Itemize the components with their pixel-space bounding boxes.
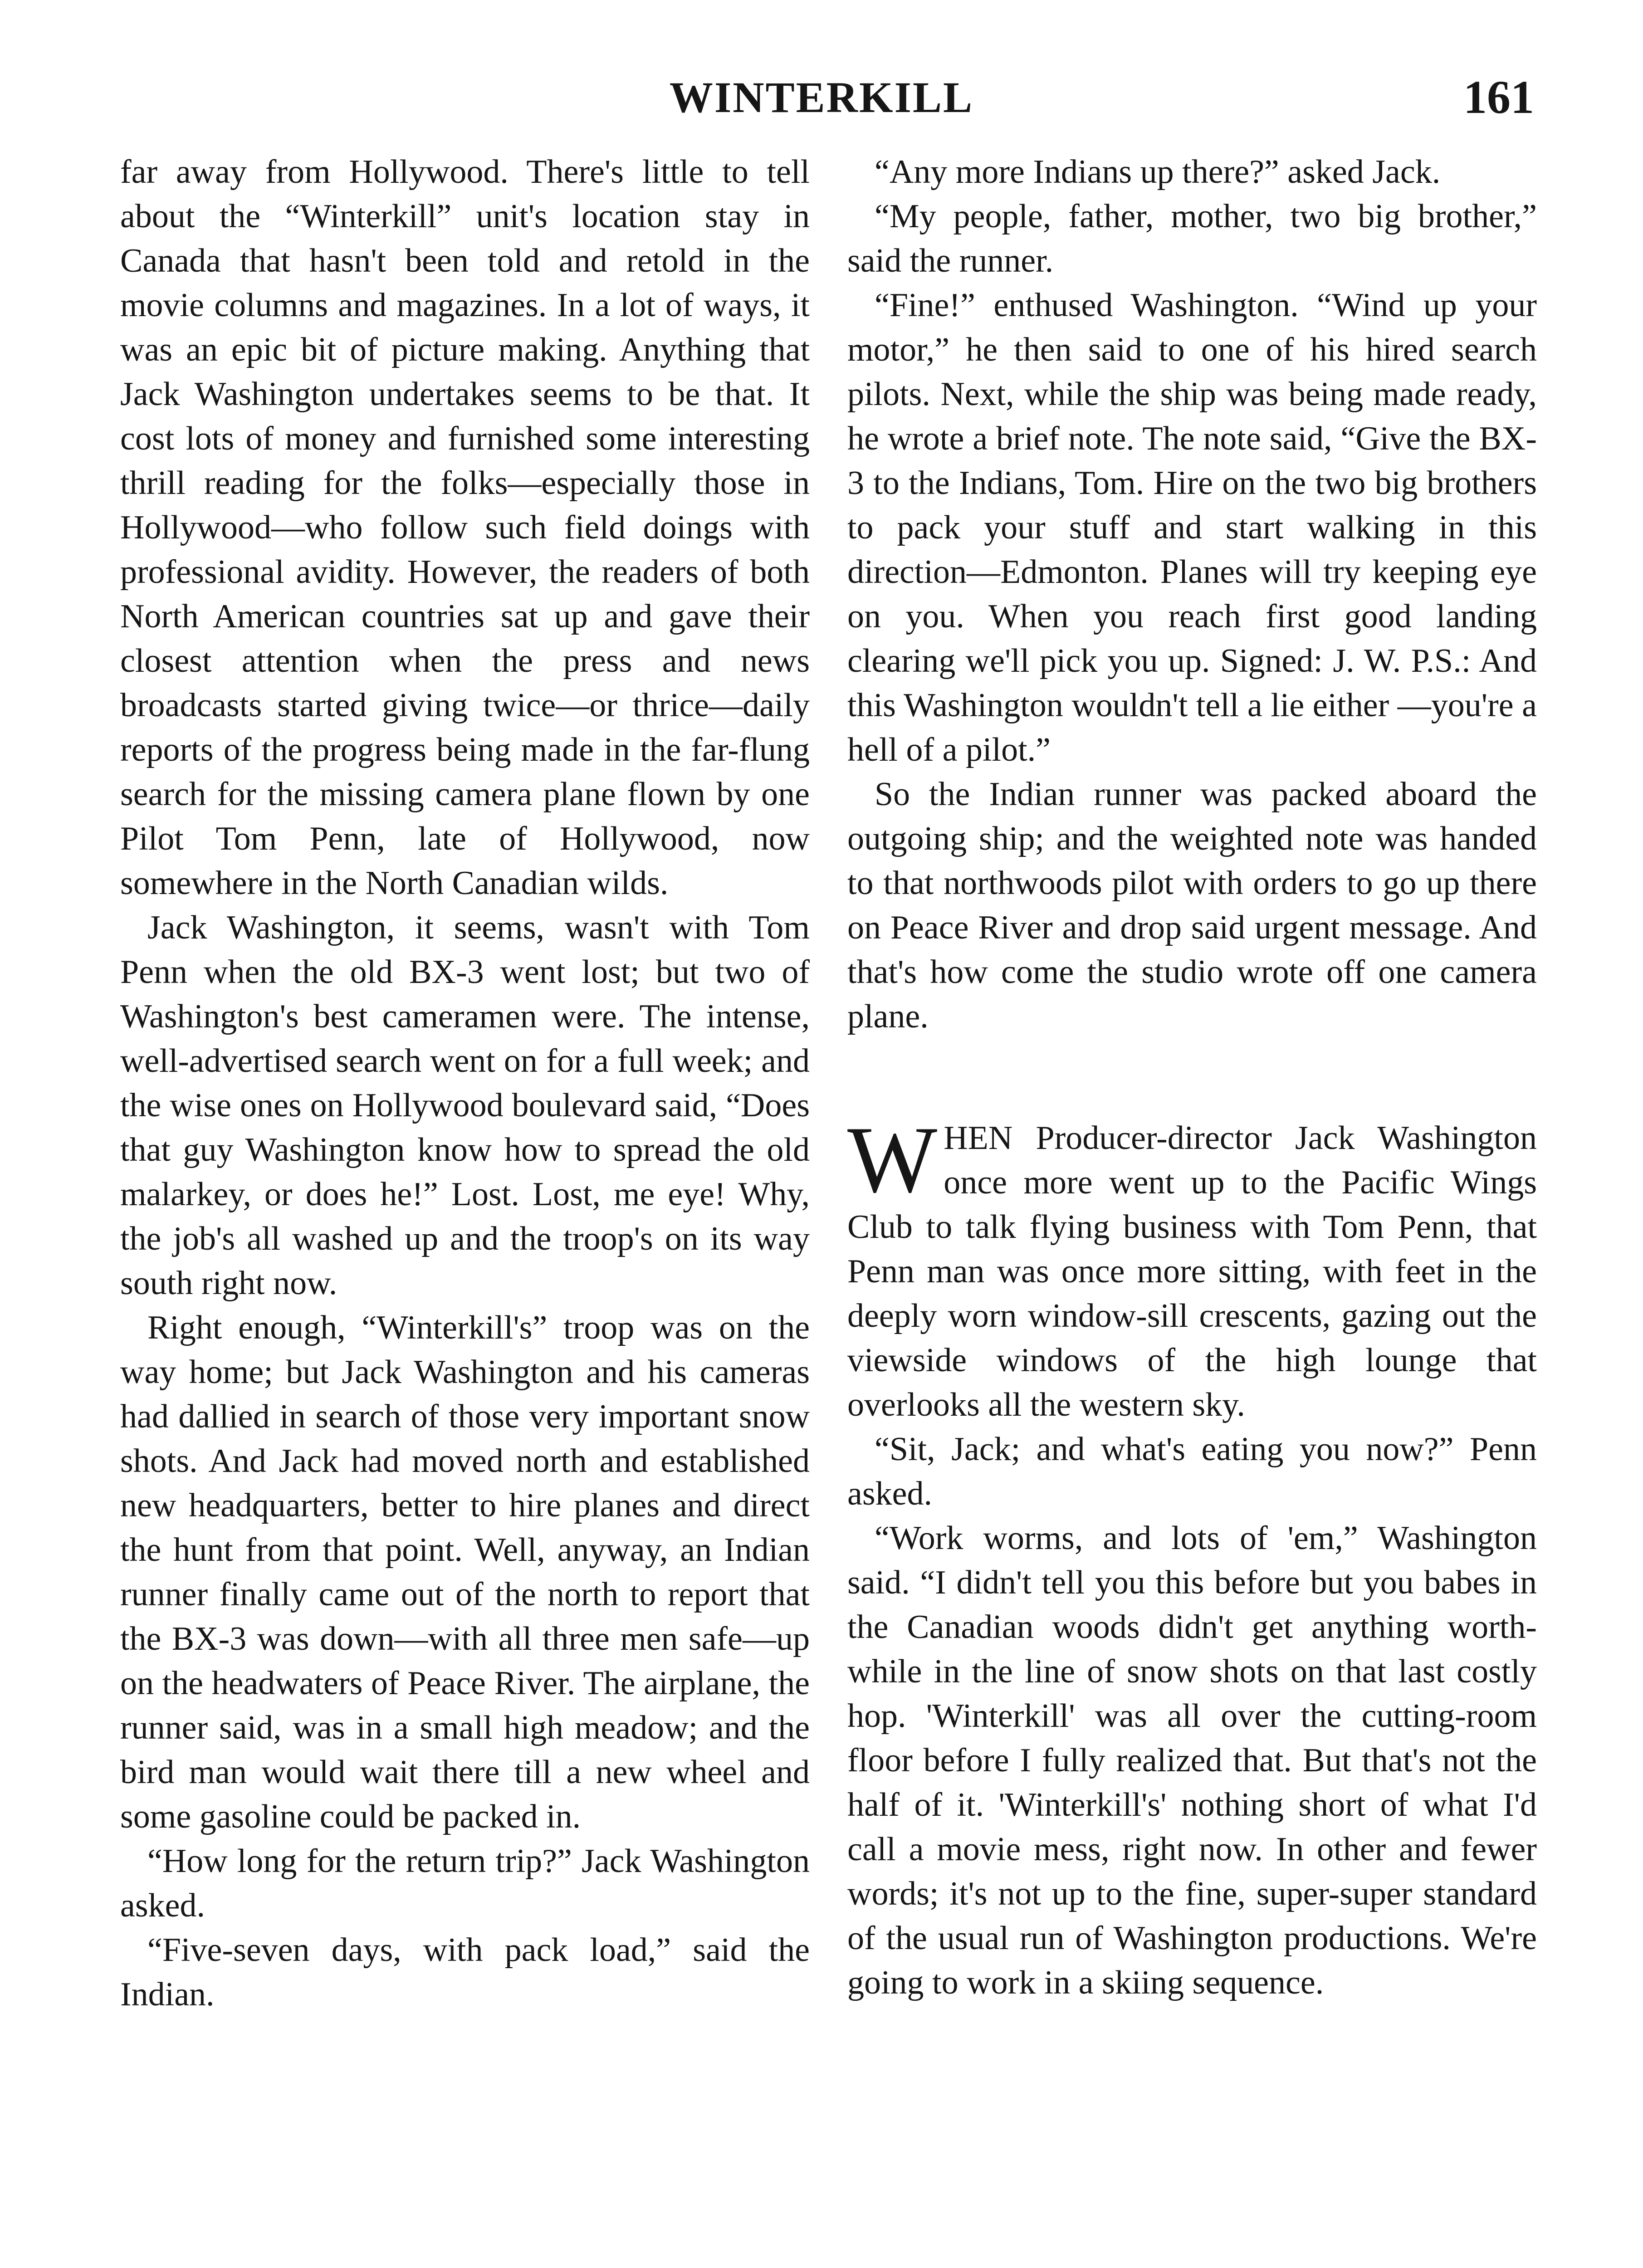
running-title: WINTERKILL: [669, 73, 974, 122]
section-break: [847, 1039, 1537, 1116]
paragraph: So the Indian runner was packed aboard the outgoing ship; and the weighted note was handed to that northwoods pilot with orders to go up there on Peace River and drop said urgent message. And that's how come the studio wrote off one camera plane.: [847, 776, 1537, 1035]
paragraph: “Any more Indians up there?” asked Jack.: [875, 153, 1441, 191]
right-column: [847, 150, 1537, 2268]
paragraph: “Sit, Jack; and what's eating you now?” Penn asked.: [847, 1431, 1537, 1512]
section-opening-paragraph: [847, 1107, 1537, 1427]
paragraph: “My people, father, mother, two big brother,” said the runner.: [847, 198, 1537, 279]
running-header: [0, 68, 1643, 127]
paragraph: “Fine!” enthused Washington. “Wind up your motor,” he then said to one of his hired search pilots. Next, while the ship was being made ready, he wrote a brief note. The note said, “Give the BX-3 to the Indians, Tom. Hire on the two big brothers to pack your stuff and start walking in this direction—Edmonton. Planes will try keeping eye on you. When you reach first good landing clearing we'll pick you up. Signed: J. W. P.S.: And this Washington wouldn't tell a lie either —you're a hell of a pilot.”: [847, 287, 1537, 768]
paragraph: “Five-seven days, with pack load,” said the Indian.: [120, 1931, 810, 2013]
paragraph: “How long for the return trip?” Jack Washington asked.: [120, 1843, 810, 1924]
paragraph: far away from Hollywood. There's little to tell about the “Winterkill” unit's location stay in Canada that hasn't been told and retold in the movie columns and magazines. In a lot of ways, it was an epic bit of picture making. Anything that Jack Washington undertakes seems to be that. It cost lots of money and furnished some interesting thrill reading for the folks—especially those in Hollywood—who follow such field doings with professional avidity. However, the readers of both North American countries sat up and gave their closest attention when the press and news broadcasts started giving twice—or thrice—daily reports of the progress being made in the far-flung search for the missing camera plane flown by one Pilot Tom Penn, late of Hollywood, now somewhere in the North Canadian wilds.: [120, 153, 810, 902]
paragraph: Jack Washington, it seems, wasn't with Tom Penn when the old BX-3 went lost; but two of Washington's best cameramen were. The intense, well-advertised search went on for a full week; and the wise ones on Hollywood boulevard said, “Does that guy Washington know how to spread the old malarkey, or does he!” Lost. Lost, me eye! Why, the job's all washed up and the troop's on its way south right now.: [120, 909, 810, 1302]
drop-cap: W: [847, 1107, 938, 1212]
paragraph: Right enough, “Winterkill's” troop was on the way home; but Jack Washington and his cameras had dallied in search of those very important snow shots. And Jack had moved north and established new headquarters, better to hire planes and direct the hunt from that point. Well, anyway, an Indian runner finally came out of the north to report that the BX-3 was down—with all three men safe—up on the headwaters of Peace River. The airplane, the runner said, was in a small high meadow; and the bird man would wait there till a new wheel and some gasoline could be packed in.: [120, 1309, 810, 1835]
opening-text: HEN Producer-director Jack Washington once more went up to the Pacific Wings Club to talk flying business with Tom Penn, that Penn man was once more sitting, with feet in the deeply worn window-sill crescents, gazing out the viewside windows of the high lounge that overlooks all the western sky.: [847, 1119, 1537, 1423]
paragraph: “Work worms, and lots of 'em,” Washington said. “I didn't tell you this before but you babes in the Canadian woods didn't get anything worth-while in the line of snow shots on that last costly hop. 'Winterkill' was all over the cutting-room floor before I fully realized that. But that's not the half of it. 'Winterkill's' nothing short of what I'd call a movie mess, right now. In other and fewer words; it's not up to the fine, super-super standard of the usual run of Washington productions. We're going to work in a skiing sequence.: [847, 1520, 1537, 2001]
left-column: [120, 150, 810, 2268]
page-number: 161: [1463, 71, 1534, 123]
